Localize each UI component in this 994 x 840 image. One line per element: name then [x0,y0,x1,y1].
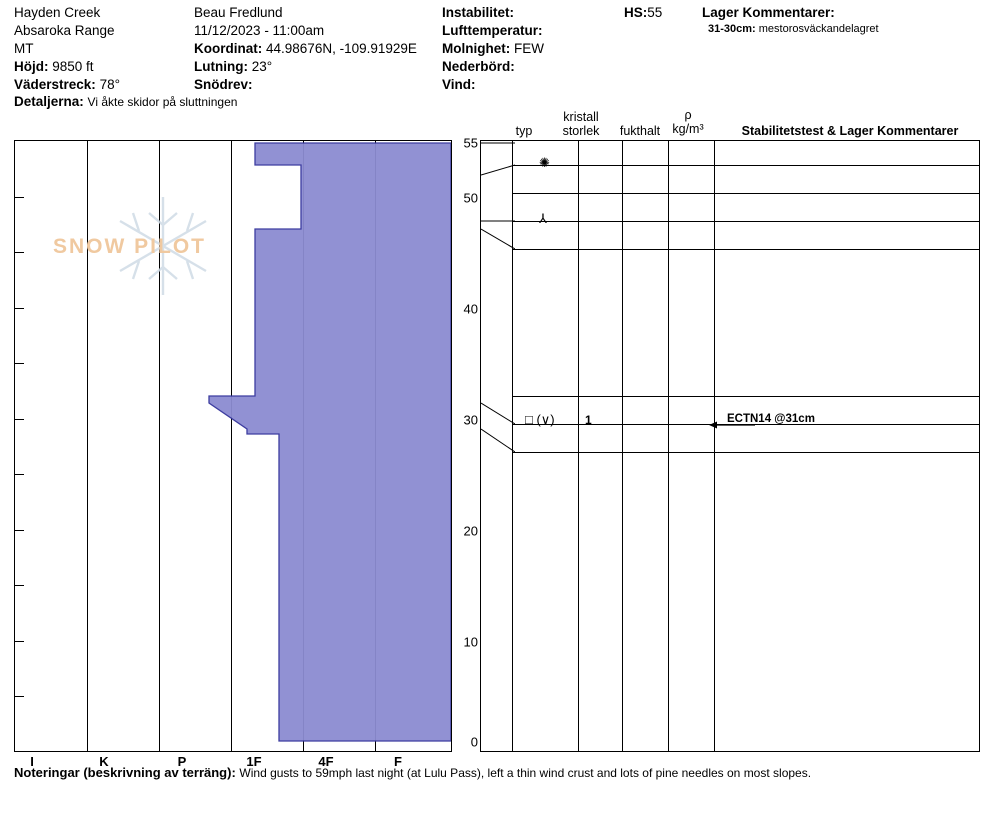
hardness-label-P: P [177,754,187,769]
hs-value: 55 [647,5,663,20]
hardness-label-1F: 1F [246,754,262,769]
grain-symbol-decomposing: ⅄ [539,211,547,226]
header [0,0,994,112]
airtemp-label: Lufttemperatur: [442,23,543,38]
details-label: Detaljerna: [14,94,84,109]
layer-line-51 [513,249,979,250]
mountain-range: Absaroka Range [14,23,115,38]
table-col-moisture [623,141,669,751]
profile-plot [0,108,994,769]
elevation-row [14,58,194,76]
hardness-label-K: K [99,754,109,769]
hardness-profile-shape [15,141,451,751]
column-header-moisture: fukthalt [619,124,661,138]
watermark-text: SNOW PILOT [53,235,206,258]
hardness-graph [14,140,452,752]
incline-row [194,58,442,76]
notes-label: Noteringar (beskrivning av terräng): [14,765,236,780]
layer-line-34-5 [513,396,979,397]
details-row [14,94,237,109]
header-location-column [14,4,194,94]
layer-comment-depth: 31-30cm: [708,23,756,35]
notes-text: Wind gusts to 59mph last night (at Lulu Pass), left a thin wind crust and lots of pine needles on most slopes. [239,766,812,780]
layer-line-52-5 [513,193,979,194]
stability-test-label: ECTN14 @31cm [727,413,815,425]
wind-label: Vind: [442,77,476,92]
table-col-type [513,141,579,751]
depth-axis [452,135,480,752]
details-value: Vi åkte skidor på sluttningen [87,95,238,109]
elevation-value: 9850 ft [52,59,94,74]
notes-footer [14,765,984,780]
table-col-density [669,141,715,751]
layer-line-54 [513,165,979,166]
observation-datetime: 11/12/2023 - 11:00am [194,23,325,38]
aspect-label: Väderstreck: [14,77,96,92]
column-header-size: storlek [562,124,600,138]
layer-line-30 [513,452,979,453]
hs-label: HS: [624,5,648,20]
incline-value: 23° [251,59,273,74]
snowdrift-row [194,76,442,94]
hs-row [624,4,694,22]
coordinates-label: Koordinat: [194,41,263,56]
table-col-size [579,141,623,751]
depth-tick-30: 30 [463,412,478,428]
precip-label: Nederbörd: [442,59,515,74]
header-hs-column [624,4,694,22]
coordinates-value: 44.98676N, -109.91929E [266,41,417,56]
aspect-row [14,76,194,94]
hardness-label-I: I [30,754,34,769]
depth-tick-10: 10 [463,634,478,650]
precip-row [442,58,702,76]
coordinates-row [194,40,442,58]
grain-symbol-facet: □ (∨) [525,412,555,427]
column-header-crystal: kristall [563,110,599,124]
column-header-type: typ [515,124,533,138]
layer-comment-entry [702,22,992,37]
column-header-stability: Stabilitetstest & Lager Kommentarer [741,124,959,138]
cloud-value: FEW [514,41,544,56]
header-layer-comments-column [702,4,992,37]
depth-tick-20: 20 [463,523,478,539]
wind-row [442,76,702,94]
depth-tick-55: 55 [463,135,478,151]
depth-tick-50: 50 [463,190,478,206]
depth-tick-0: 0 [470,734,478,750]
airtemp-row [442,22,702,40]
leader-lines [481,141,515,751]
observer-name: Beau Fredlund [194,5,283,20]
site-name: Hayden Creek [14,5,101,20]
header-observer-column [194,4,442,94]
layer-line-51-5 [513,221,979,222]
column-header-density-rho: ρ [684,108,692,122]
grain-symbol-precip-particle: ✺ [539,155,550,170]
instability-label: Instabilitet: [442,5,515,20]
aspect-value: 78° [99,77,120,92]
hardness-label-F: F [394,754,402,769]
grain-size-value: 1 [585,413,592,427]
layer-data-table [480,140,980,752]
column-header-density-unit: kg/m³ [672,122,704,136]
state: MT [14,41,34,56]
layer-comment-text: mestorosväckandelagret [758,23,879,35]
cloud-row [442,40,702,58]
snowdrift-label: Snödrev: [194,77,253,92]
hardness-label-4F: 4F [318,754,334,769]
incline-label: Lutning: [194,59,248,74]
elevation-label: Höjd: [14,59,49,74]
depth-tick-40: 40 [463,301,478,317]
layer-comments-title: Lager Kommentarer: [702,5,835,20]
cloud-label: Molnighet: [442,41,511,56]
